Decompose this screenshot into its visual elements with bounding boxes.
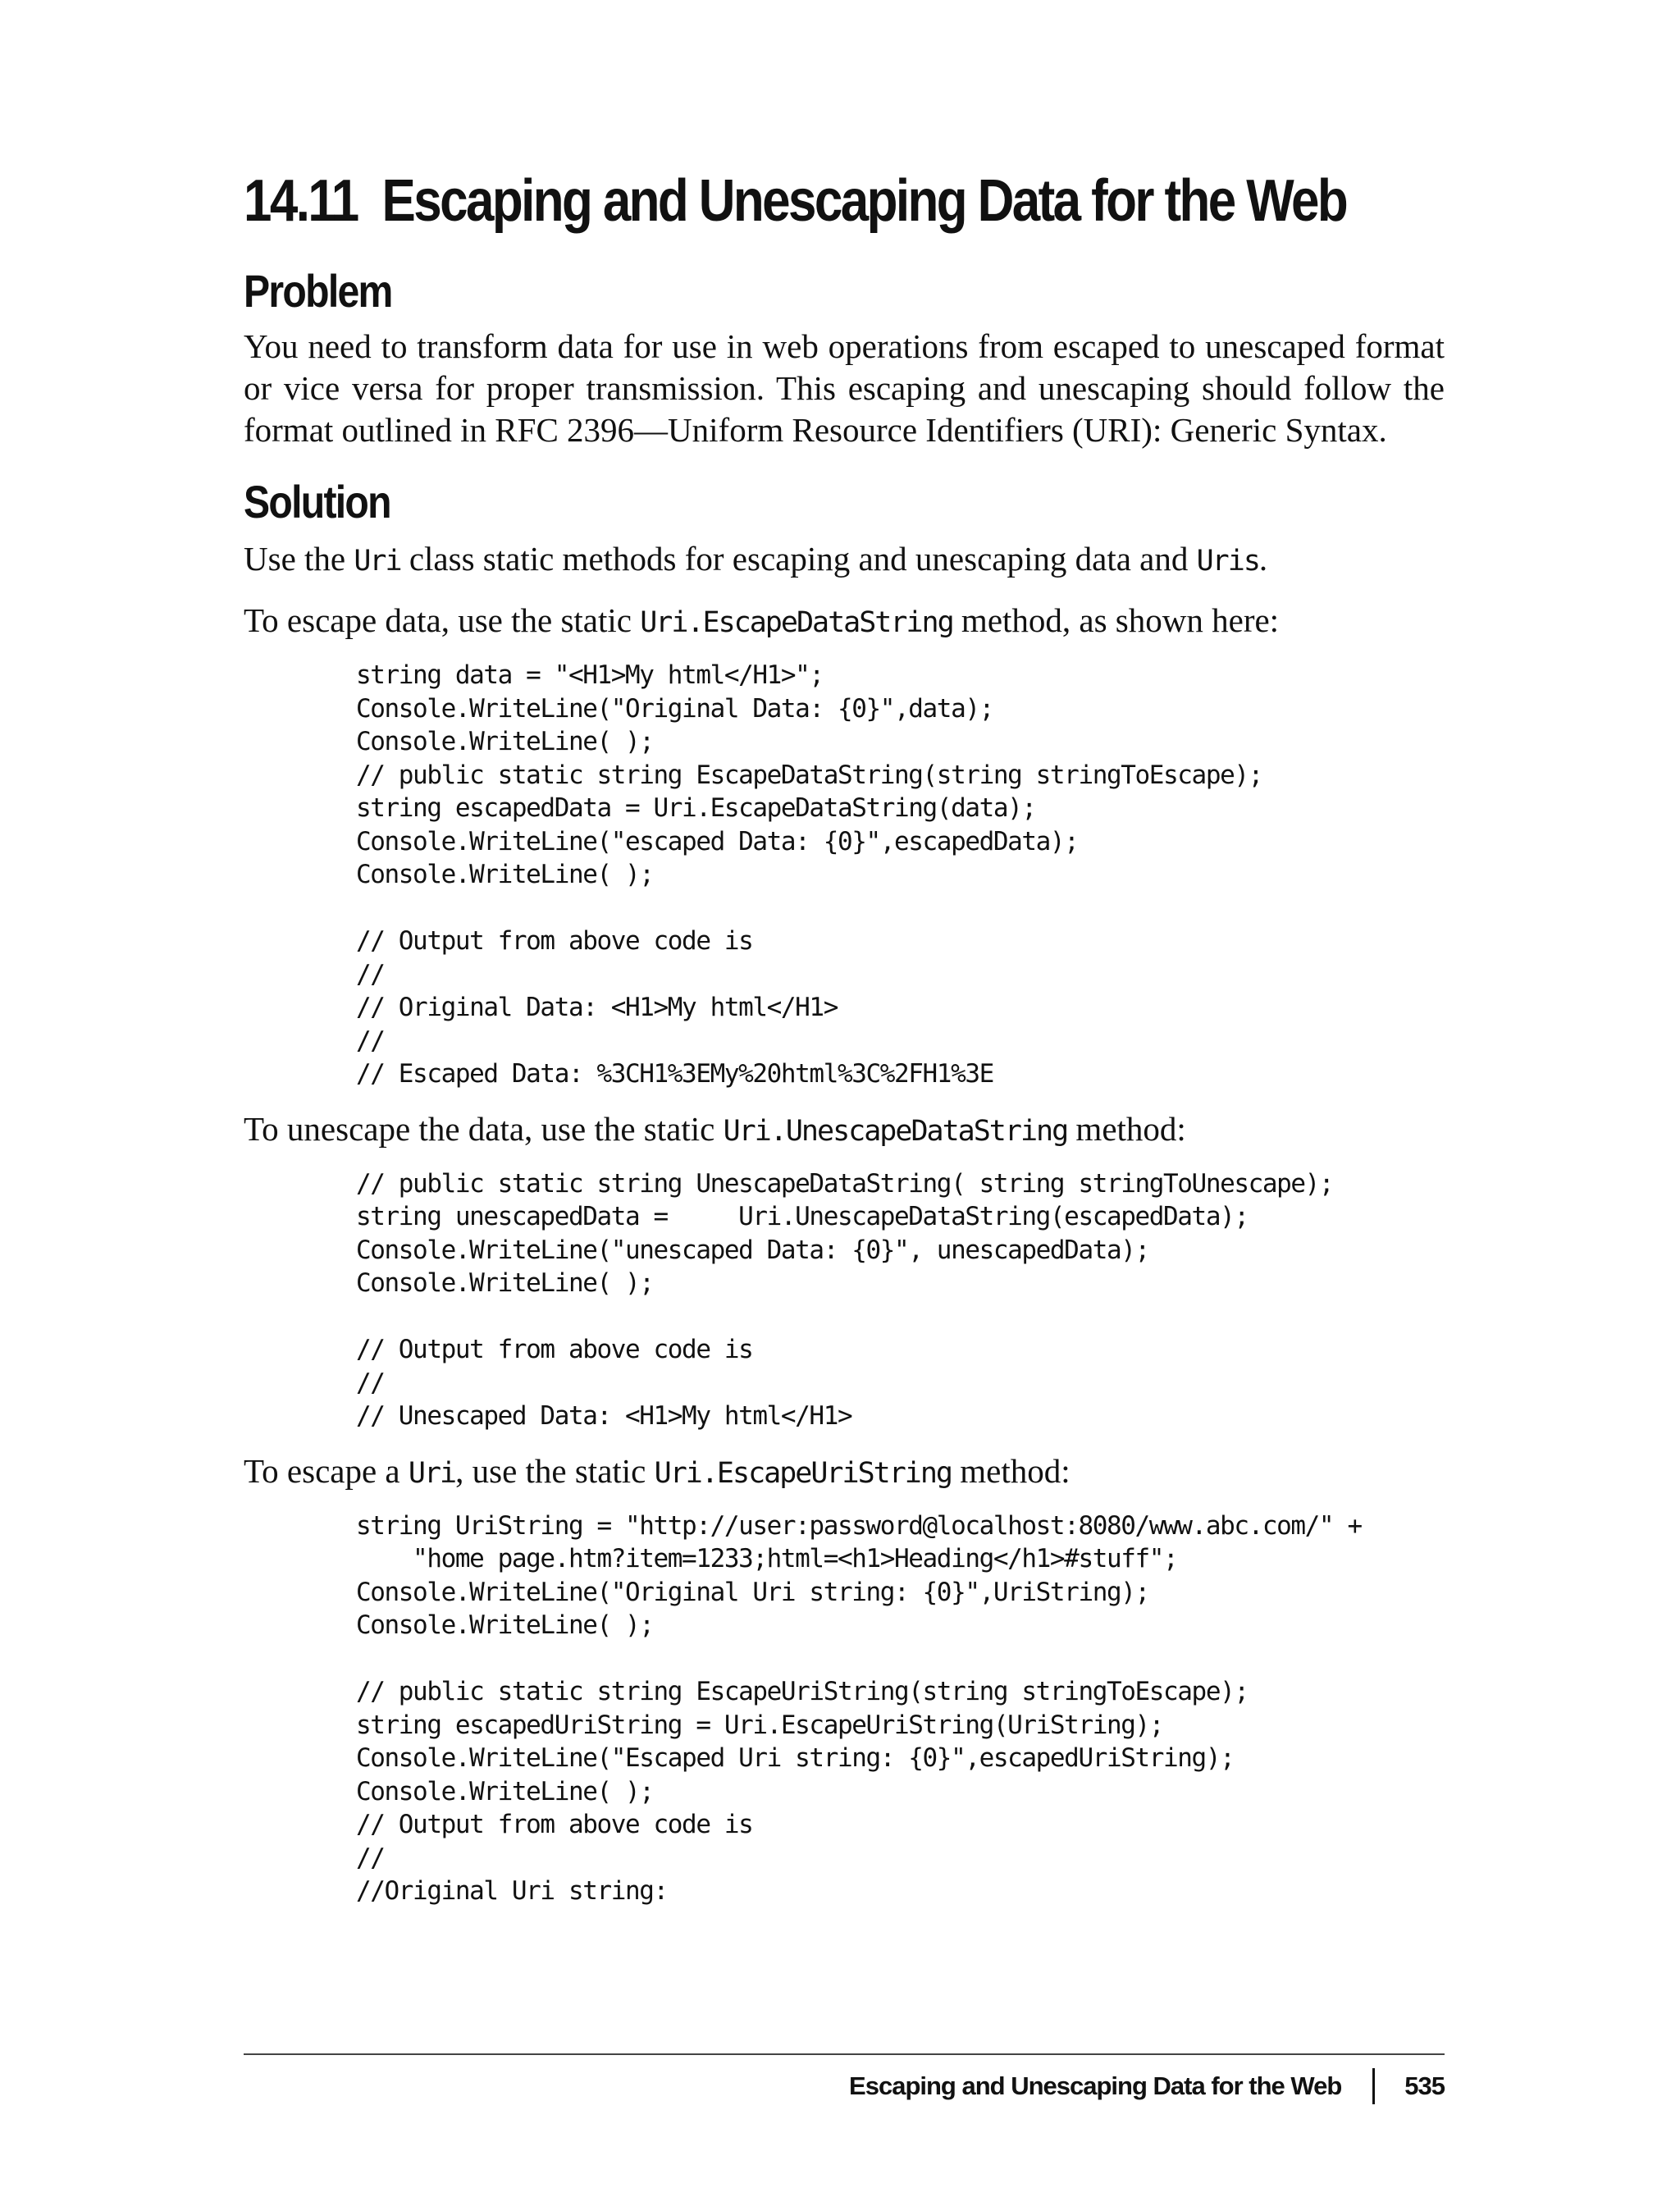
inline-code: Uri <box>354 545 401 578</box>
text-run: , use the static <box>455 1451 655 1490</box>
code-block-escape-uri: string UriString = "http://user:password@localhost:8080/www.abc.com/" + "home page.htm?item=1233;html=<h1>Heading</h1>#stuff"; Console.WriteLine("Original Uri string: {0}",UriString); Console.WriteLine( ); // public static string EscapeUriString(string stringToEscape); string escapedUriString = Uri.EscapeUriString(UriString); Console.WriteLine("Escaped Uri string: {0}",escapedUriString); Console.WriteLine( ); // Output from above code is // //Original Uri string: <box>356 1510 1362 1906</box>
inline-code: Uri.UnescapeDataString <box>723 1114 1068 1148</box>
problem-heading: Problem <box>244 265 392 317</box>
footer-rule <box>244 2053 1445 2055</box>
solution-paragraph-4 <box>244 1450 1445 1495</box>
section-title-text: Escaping and Unescaping Data for the Web <box>381 168 1347 234</box>
code-block-escape-data: string data = "<H1>My html</H1>"; Console.WriteLine("Original Data: {0}",data); Console.WriteLine( ); // public static string EscapeDataString(string stringToEscape); string escapedData = Uri.EscapeDataString(data); Console.WriteLine("escaped Data: {0}",escapedData); Console.WriteLine( ); // Output from above code is // // Original Data: <H1>My html</H1> // // Escaped Data: %3CH1%3EMy%20html%3C%2FH1%3E <box>356 660 1262 1089</box>
page-footer <box>849 2066 1445 2107</box>
solution-paragraph-1 <box>244 538 1445 582</box>
problem-paragraph: You need to transform data for use in web operations from escaped to unescaped format or vice versa for proper transmission. This escaping and unescaping should follow the format outlined in RFC 2396—Uniform Resource Identifiers (URI): Generic Syntax. <box>244 327 1445 449</box>
text-run: To escape data, use the static <box>244 601 641 639</box>
text-run: To escape a <box>244 1451 409 1490</box>
page-content <box>244 168 1445 1908</box>
inline-code: Uri <box>408 1456 456 1490</box>
solution-paragraph-2 <box>244 600 1445 644</box>
solution-paragraph-3 <box>244 1108 1445 1153</box>
text-run: . <box>1258 540 1268 578</box>
footer-separator <box>1372 2068 1375 2104</box>
code-block-unescape-data: // public static string UnescapeDataString( string stringToUnescape); string unescapedData = Uri.UnescapeDataString(escapedData); Console.WriteLine("unescaped Data: {0}", unescapedData); Console.WriteLine( ); // Output from above code is // // Unescaped Data: <H1>My html</H1> <box>356 1168 1334 1431</box>
text-run: Use the <box>244 540 354 578</box>
text-run: class static methods for escaping and unescaping data and <box>400 540 1197 578</box>
running-title: Escaping and Unescaping Data for the Web <box>849 2071 1342 2100</box>
text-run: method: <box>952 1451 1071 1490</box>
text-run: To unescape the data, use the static <box>244 1109 724 1148</box>
solution-heading: Solution <box>244 476 390 528</box>
inline-code: Uri.EscapeUriString <box>654 1456 952 1490</box>
text-run: method: <box>1067 1109 1186 1148</box>
inline-code: Uris <box>1196 545 1259 578</box>
text-run: method, as shown here: <box>952 601 1280 639</box>
page-number: 535 <box>1404 2071 1445 2100</box>
section-number: 14.11 <box>244 168 358 234</box>
inline-code: Uri.EscapeDataString <box>640 606 953 639</box>
section-title <box>244 168 1347 234</box>
